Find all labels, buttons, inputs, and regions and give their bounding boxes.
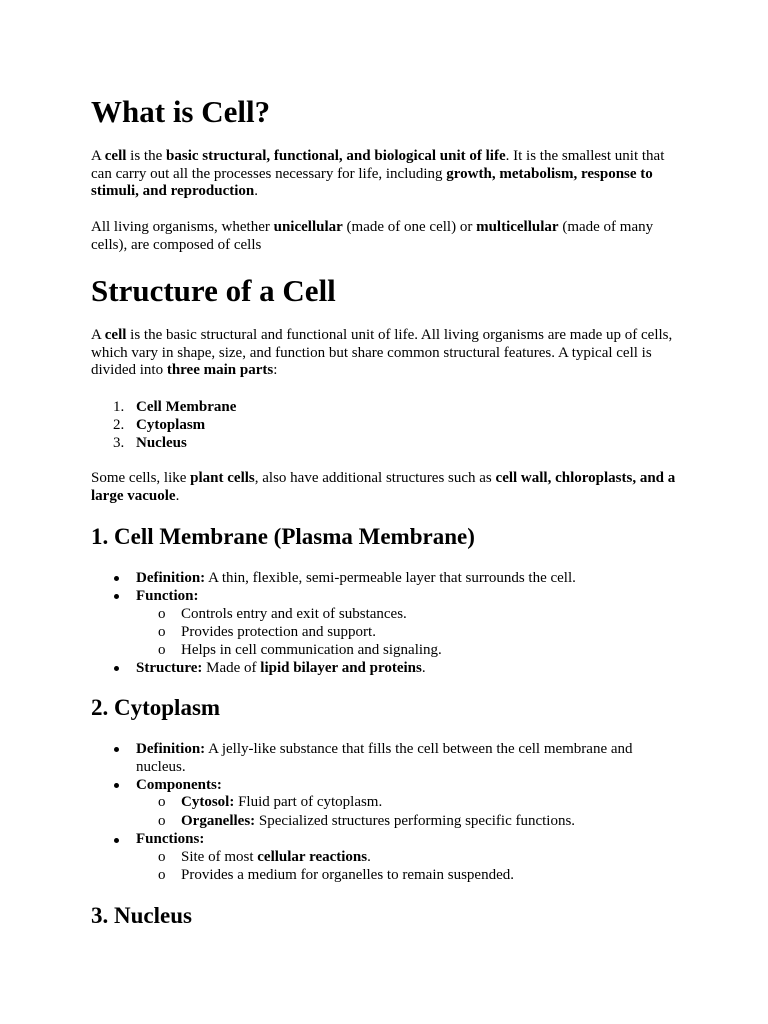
sub-list-item: Controls entry and exit of substances.	[181, 606, 407, 622]
sub-bullet-icon: o	[158, 849, 166, 865]
list-item-label: Function:	[136, 588, 199, 604]
sub-bullet-icon: o	[158, 606, 166, 622]
sub-list-item: Provides protection and support.	[181, 624, 376, 640]
paragraph-structure-intro: A cell is the basic structural and functional unit of life. All living organisms are made up of cells, which vary in shape, size, and function but share common structural features. A typical cell is divided into three main parts:	[91, 327, 673, 379]
sub-bullet-icon: o	[158, 867, 166, 883]
sub-list-item: Cytosol: Fluid part of cytoplasm.	[181, 794, 383, 810]
paragraph-plant-cells: Some cells, like plant cells, also have additional structures such as cell wall, chloroplasts, and a large vacuole.	[91, 470, 676, 504]
list-item-cell-membrane: Cell Membrane	[136, 399, 237, 415]
heading-cytoplasm: 2. Cytoplasm	[91, 695, 221, 720]
bullet-dot-icon	[114, 783, 119, 788]
heading-nucleus: 3. Nucleus	[91, 903, 192, 928]
list-item-label: Functions:	[136, 831, 205, 847]
list-number: 1.	[113, 399, 125, 415]
bullet-dot-icon	[114, 747, 119, 752]
sub-bullet-icon: o	[158, 813, 166, 829]
sub-list-item: Helps in cell communication and signaling.	[181, 642, 442, 658]
heading-cell-membrane: 1. Cell Membrane (Plasma Membrane)	[91, 524, 475, 549]
list-item: Definition: A jelly-like substance that fills the cell between the cell membrane and	[136, 741, 633, 757]
sub-bullet-icon: o	[158, 794, 166, 810]
list-item: Definition: A thin, flexible, semi-permeable layer that surrounds the cell.	[136, 570, 576, 586]
paragraph-cell-definition: A cell is the basic structural, functional, and biological unit of life. It is the smallest unit that can carry out all the processes necessary for life, including growth, metabolism, response to stimuli, and reproduction.	[91, 148, 665, 200]
list-number: 2.	[113, 417, 125, 433]
list-item-label: Components:	[136, 777, 222, 793]
bullet-dot-icon	[114, 594, 119, 599]
list-number: 3.	[113, 435, 125, 451]
bullet-dot-icon	[114, 666, 119, 671]
heading-structure-of-cell: Structure of a Cell	[91, 273, 336, 308]
sub-list-item: Organelles: Specialized structures performing specific functions.	[181, 813, 576, 829]
bullet-dot-icon	[114, 576, 119, 581]
sub-list-item: Site of most cellular reactions.	[181, 849, 371, 865]
sub-bullet-icon: o	[158, 624, 166, 640]
paragraph-living-organisms: All living organisms, whether unicellular (made of one cell) or multicellular (made of many cells), are composed of cells	[91, 219, 654, 253]
heading-what-is-cell: What is Cell?	[91, 94, 271, 129]
bullet-dot-icon	[114, 838, 119, 843]
list-item: Structure: Made of lipid bilayer and proteins.	[136, 660, 426, 676]
sub-list-item: Provides a medium for organelles to remain suspended.	[181, 867, 514, 883]
list-item-nucleus: Nucleus	[136, 435, 187, 451]
list-item-continuation: nucleus.	[136, 759, 186, 775]
sub-bullet-icon: o	[158, 642, 166, 658]
list-item-cytoplasm: Cytoplasm	[136, 417, 206, 433]
